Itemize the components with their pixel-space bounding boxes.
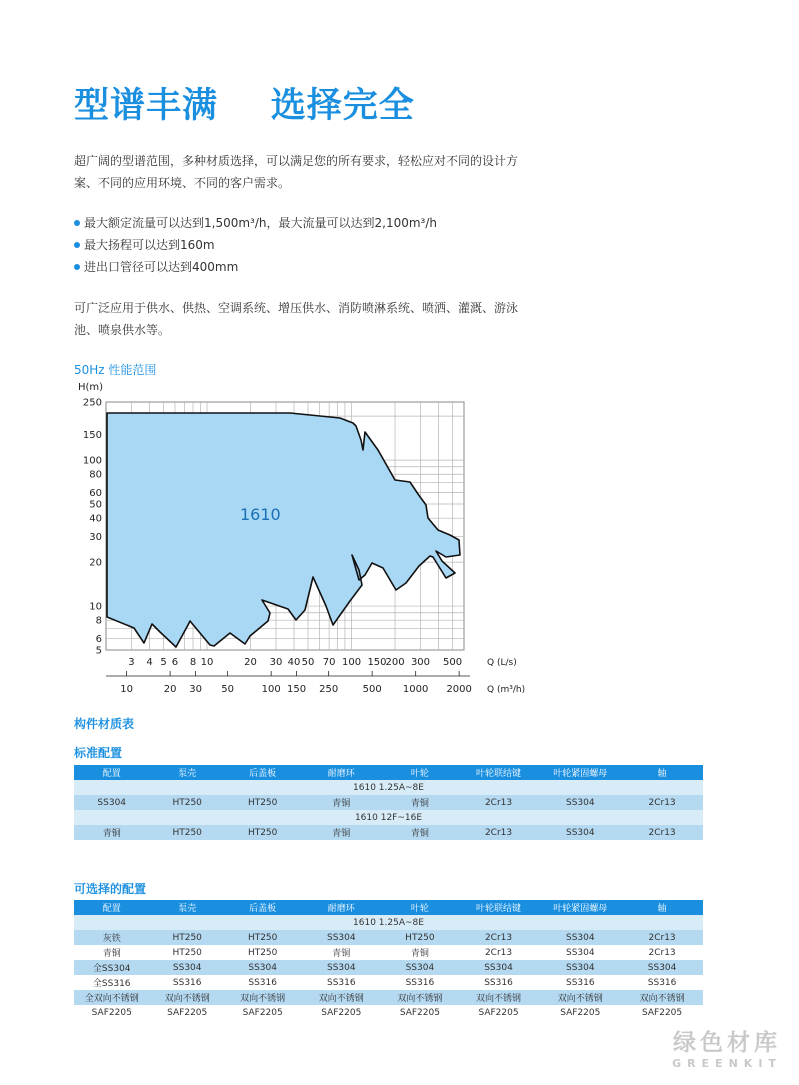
group-row xyxy=(74,780,703,795)
table-cell: HT250 xyxy=(382,930,457,945)
table-cell: SS316 xyxy=(149,975,224,990)
x-tick-label: 300 xyxy=(410,657,431,668)
table-cell: SS316 xyxy=(539,975,621,990)
column-header: 后盖板 xyxy=(225,765,300,780)
x2-tick-label: 20 xyxy=(163,684,177,695)
y-tick-label: 50 xyxy=(89,499,102,511)
standard-config-table xyxy=(74,765,703,840)
x-tick-label: 50 xyxy=(301,657,315,668)
table-cell: 2Cr13 xyxy=(458,930,540,945)
x-axis-ticks-m3h xyxy=(120,671,472,695)
table-header-row xyxy=(74,900,703,915)
table-cell: 青铜 xyxy=(300,825,382,840)
column-header: 泵壳 xyxy=(149,900,224,915)
x2-tick-label: 1000 xyxy=(402,684,429,695)
table-cell: SS304 xyxy=(539,960,621,975)
table-cell: 双向不锈钢 xyxy=(458,990,540,1005)
x-tick-label: 20 xyxy=(244,657,257,668)
table-cell: SS316 xyxy=(458,975,540,990)
y-tick-label: 8 xyxy=(95,615,102,627)
table-cell: 青铜 xyxy=(382,945,457,960)
table-cell: HT250 xyxy=(149,930,224,945)
table-cell: SS304 xyxy=(539,795,621,810)
table-cell: SAF2205 xyxy=(300,1005,382,1020)
applications-paragraph: 可广泛应用于供水、供热、空调系统、增压供水、消防喷淋系统、喷洒、灌溉、游泳池、喷泉供水等。 xyxy=(74,301,519,337)
y-tick-label: 250 xyxy=(82,397,102,409)
table-cell: SAF2205 xyxy=(225,1005,300,1020)
table-cell: 2Cr13 xyxy=(621,930,703,945)
table-row xyxy=(74,945,703,960)
x-tick-label: 200 xyxy=(385,657,405,668)
optional-table-body xyxy=(74,930,703,1020)
y-tick-label: 5 xyxy=(95,645,102,657)
x-tick-label: 10 xyxy=(200,657,214,668)
y-tick-label: 100 xyxy=(82,455,102,467)
x-axis-label-ls: Q (L/s) xyxy=(487,658,517,668)
table-cell: 双向不锈钢 xyxy=(149,990,224,1005)
feature-item: 最大额定流量可以达到1,500m³/h，最大流量可以达到2,100m³/h xyxy=(74,212,437,234)
table-cell: HT250 xyxy=(149,825,224,840)
table-cell: 双向不锈钢 xyxy=(621,990,703,1005)
table-cell: 全SS316 xyxy=(74,975,149,990)
table-cell: 双向不锈钢 xyxy=(225,990,300,1005)
watermark-cn: 绿色材库 xyxy=(673,1030,781,1056)
table-cell: 青铜 xyxy=(300,795,382,810)
column-header: 耐磨环 xyxy=(300,900,382,915)
x-axis-label-m3h: Q (m³/h) xyxy=(487,685,526,695)
y-axis-ticks xyxy=(83,398,102,657)
column-header: 叶轮联结键 xyxy=(458,765,540,780)
x2-tick-label: 50 xyxy=(221,684,235,695)
column-header: 配置 xyxy=(74,900,149,915)
table-cell: SS304 xyxy=(74,795,149,810)
column-header: 配置 xyxy=(74,765,149,780)
intro-paragraph: 超广阔的型谱范围，多种材质选择，可以满足您的所有要求，轻松应对不同的设计方案、不同的应用环境、不同的客户需求。 xyxy=(74,154,519,190)
table-cell: SS304 xyxy=(458,960,540,975)
table-cell: HT250 xyxy=(225,825,300,840)
table-row xyxy=(74,990,703,1005)
column-header: 后盖板 xyxy=(225,900,300,915)
column-header: 轴 xyxy=(621,900,703,915)
table-cell: 青铜 xyxy=(300,945,382,960)
table-cell: 灰铁 xyxy=(74,930,149,945)
y-tick-label: 150 xyxy=(82,429,102,441)
x-tick-label: 30 xyxy=(269,657,283,668)
x-tick-label: 70 xyxy=(322,657,336,668)
y-tick-label: 10 xyxy=(89,601,102,613)
table-header-row xyxy=(74,765,703,780)
table-cell: SAF2205 xyxy=(382,1005,457,1020)
column-header: 叶轮 xyxy=(382,900,457,915)
watermark-logo xyxy=(662,1024,792,1070)
group-label: 1610 1.25A~8E xyxy=(74,915,703,930)
table-cell: 双向不锈钢 xyxy=(382,990,457,1005)
table-row xyxy=(74,1005,703,1020)
x-tick-label: 100 xyxy=(341,657,362,668)
group-label: 1610 1.25A~8E xyxy=(74,780,703,795)
table-cell: SS304 xyxy=(300,930,382,945)
table-cell: 2Cr13 xyxy=(621,945,703,960)
table-cell: HT250 xyxy=(149,945,224,960)
x2-tick-label: 10 xyxy=(120,684,133,695)
table-cell: 双向不锈钢 xyxy=(300,990,382,1005)
table-cell: HT250 xyxy=(149,795,224,810)
table-cell: SS304 xyxy=(539,945,621,960)
x2-tick-label: 100 xyxy=(261,684,281,695)
table-cell: SS316 xyxy=(382,975,457,990)
table-row xyxy=(74,975,703,990)
group-row xyxy=(74,810,703,825)
page-title: 型谱丰满 选择完全 xyxy=(74,86,415,126)
x2-tick-label: 250 xyxy=(319,684,339,695)
table-cell: SS304 xyxy=(539,825,621,840)
table-cell: SS316 xyxy=(225,975,300,990)
table-cell: 全双向不锈钢 xyxy=(74,990,149,1005)
y-tick-label: 40 xyxy=(89,513,102,525)
column-header: 泵壳 xyxy=(149,765,224,780)
x2-tick-label: 150 xyxy=(287,684,307,695)
y-tick-label: 80 xyxy=(89,469,102,481)
column-header: 叶轮紧固螺母 xyxy=(539,900,621,915)
table-cell: SS304 xyxy=(539,930,621,945)
y-tick-label: 20 xyxy=(89,557,102,569)
x-tick-label: 500 xyxy=(443,657,463,668)
table-cell: 青铜 xyxy=(74,945,149,960)
x-tick-label: 8 xyxy=(189,657,197,668)
table-cell: HT250 xyxy=(225,945,300,960)
table-cell: SS304 xyxy=(621,960,703,975)
y-axis-label: H(m) xyxy=(78,382,104,393)
materials-title: 构件材质表 xyxy=(74,717,135,731)
table-cell: SS304 xyxy=(300,960,382,975)
table-cell: HT250 xyxy=(225,930,300,945)
feature-item: 进出口管径可以达到400mm xyxy=(74,256,437,278)
table-cell: 青铜 xyxy=(382,795,457,810)
x-tick-label: 6 xyxy=(171,657,179,668)
x2-tick-label: 2000 xyxy=(446,684,472,695)
optional-config-title: 可选择的配置 xyxy=(74,882,147,896)
performance-chart xyxy=(0,0,560,700)
x2-tick-label: 500 xyxy=(362,684,382,695)
region-label: 1610 xyxy=(240,505,281,524)
table-cell: 青铜 xyxy=(382,825,457,840)
y-tick-label: 30 xyxy=(89,531,102,543)
x2-tick-label: 30 xyxy=(189,684,202,695)
optional-config-table xyxy=(74,900,703,1020)
x-tick-label: 40 xyxy=(287,657,301,668)
group-label: 1610 12F~16E xyxy=(74,810,703,825)
table-cell: SAF2205 xyxy=(539,1005,621,1020)
watermark-en: GREENKIT xyxy=(672,1057,782,1070)
table-cell: SAF2205 xyxy=(621,1005,703,1020)
column-header: 耐磨环 xyxy=(300,765,382,780)
column-header: 叶轮紧固螺母 xyxy=(539,765,621,780)
table-cell: HT250 xyxy=(225,795,300,810)
table-cell: 2Cr13 xyxy=(458,945,540,960)
y-tick-label: 60 xyxy=(89,487,102,499)
table-cell: 2Cr13 xyxy=(458,795,540,810)
table-row xyxy=(74,960,703,975)
table-cell: SS304 xyxy=(225,960,300,975)
table-cell: SS316 xyxy=(300,975,382,990)
standard-config-title: 标准配置 xyxy=(74,746,123,760)
table-cell: 2Cr13 xyxy=(458,825,540,840)
table-cell: 青铜 xyxy=(74,825,149,840)
table-cell: 2Cr13 xyxy=(621,795,703,810)
x-tick-label: 4 xyxy=(146,657,153,668)
group-row xyxy=(74,915,703,930)
table-cell: SS316 xyxy=(621,975,703,990)
column-header: 轴 xyxy=(621,765,703,780)
table-cell: SAF2205 xyxy=(149,1005,224,1020)
table-cell: SAF2205 xyxy=(458,1005,540,1020)
table-cell: 双向不锈钢 xyxy=(539,990,621,1005)
column-header: 叶轮联结键 xyxy=(458,900,540,915)
table-row xyxy=(74,795,703,810)
chart-title: 50Hz 性能范围 xyxy=(74,363,157,377)
table-cell: SS304 xyxy=(382,960,457,975)
x-tick-label: 5 xyxy=(160,657,167,668)
table-cell: 2Cr13 xyxy=(621,825,703,840)
column-header: 叶轮 xyxy=(382,765,457,780)
table-cell: SAF2205 xyxy=(74,1005,149,1020)
table-cell: SS304 xyxy=(149,960,224,975)
table-cell: 全SS304 xyxy=(74,960,149,975)
feature-item: 最大扬程可以达到160m xyxy=(74,234,437,256)
table-row xyxy=(74,825,703,840)
y-tick-label: 6 xyxy=(95,633,102,645)
x-tick-label: 3 xyxy=(128,657,135,668)
table-row xyxy=(74,930,703,945)
x-tick-label: 150 xyxy=(367,657,387,668)
